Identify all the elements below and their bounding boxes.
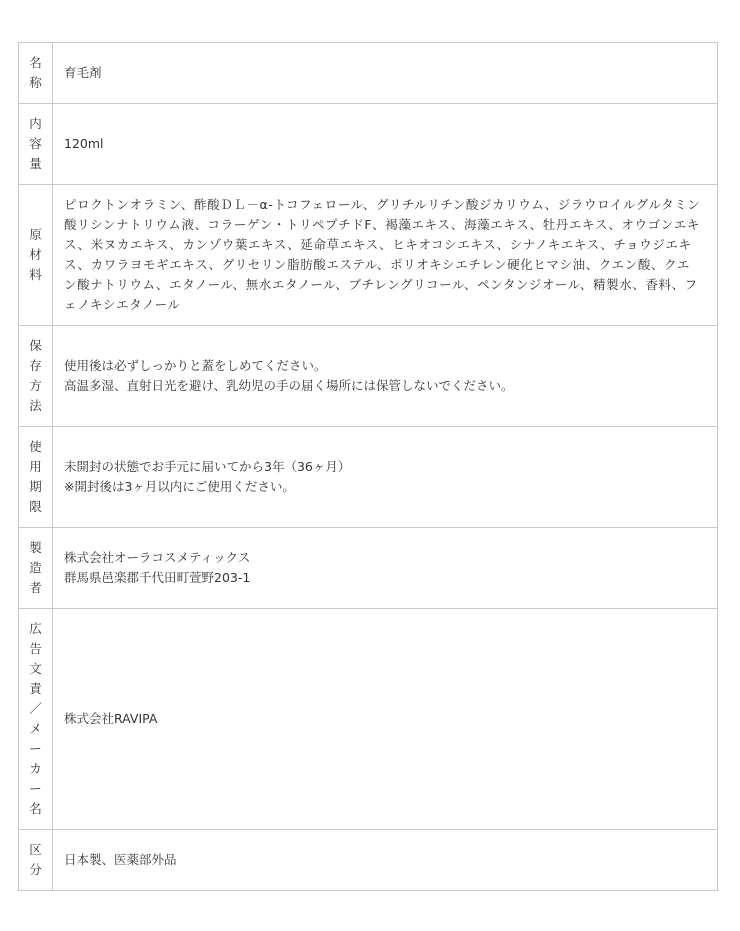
row-label-cell [19, 830, 53, 891]
spec-row-ingredients [19, 185, 718, 326]
row-label: 名称 [29, 55, 42, 90]
row-label-cell [19, 427, 53, 528]
spec-row-storage [19, 326, 718, 427]
row-value-cell [53, 528, 718, 609]
row-label-cell [19, 326, 53, 427]
row-label: 製造者 [29, 540, 42, 595]
row-value-cell [53, 185, 718, 326]
spec-row-expiry [19, 427, 718, 528]
row-value-cell [53, 830, 718, 891]
row-value-cell [53, 609, 718, 830]
row-value: 株式会社オーラコスメティックス 群馬県邑楽郡千代田町萱野203-1 [64, 550, 251, 585]
spec-row-volume [19, 104, 718, 185]
row-label: 広告文責／メーカー名 [29, 621, 42, 816]
spec-row-advertiser [19, 609, 718, 830]
product-spec-table [18, 42, 718, 891]
row-value: 使用後は必ずしっかりと蓋をしめてください。 高温多湿、直射日光を避け、乳幼児の手の届く場所には保管しないでください。 [64, 358, 514, 393]
row-value: 120ml [64, 136, 104, 151]
spec-row-category [19, 830, 718, 891]
row-value-cell [53, 427, 718, 528]
row-label: 保存方法 [29, 338, 42, 413]
row-value: 未開封の状態でお手元に届いてから3年（36ヶ月） ※開封後は3ヶ月以内にご使用ください。 [64, 459, 351, 494]
row-label: 内容量 [29, 116, 42, 171]
spec-row-name [19, 43, 718, 104]
row-value-cell [53, 104, 718, 185]
row-value: ピロクトンオラミン、酢酸ＤＬ－α-トコフェロール、グリチルリチン酸ジカリウム、ジラウロイルグルタミン酸リシンナトリウム液、コラーゲン・トリペプチドF、褐藻エキス、海藻エキス、牡丹エキス、オウゴンエキス、米ヌカエキス、カンゾウ葉エキス、延命草エキス、ヒキオコシエキス、シナノキエキス、チョウジエキス、カワラヨモギエキス、グリセリン脂肪酸エステル、ポリオキシエチレン硬化ヒマシ油、クエン酸、クエン酸ナトリウム、エタノール、無水エタノール、ブチレングリコール、ペンタンジオール、精製水、香料、フェノキシエタノール [64, 197, 701, 312]
row-label: 区分 [29, 842, 42, 877]
row-label-cell [19, 185, 53, 326]
row-value: 株式会社RAVIPA [64, 711, 158, 726]
row-label-cell [19, 609, 53, 830]
row-value: 育毛剤 [64, 65, 102, 80]
spec-row-manufacturer [19, 528, 718, 609]
row-value-cell [53, 43, 718, 104]
row-label-cell [19, 104, 53, 185]
row-label: 原材料 [29, 227, 42, 282]
row-label-cell [19, 528, 53, 609]
row-value-cell [53, 326, 718, 427]
row-label: 使用期限 [29, 439, 42, 514]
row-value: 日本製、医薬部外品 [64, 852, 177, 867]
row-label-cell [19, 43, 53, 104]
